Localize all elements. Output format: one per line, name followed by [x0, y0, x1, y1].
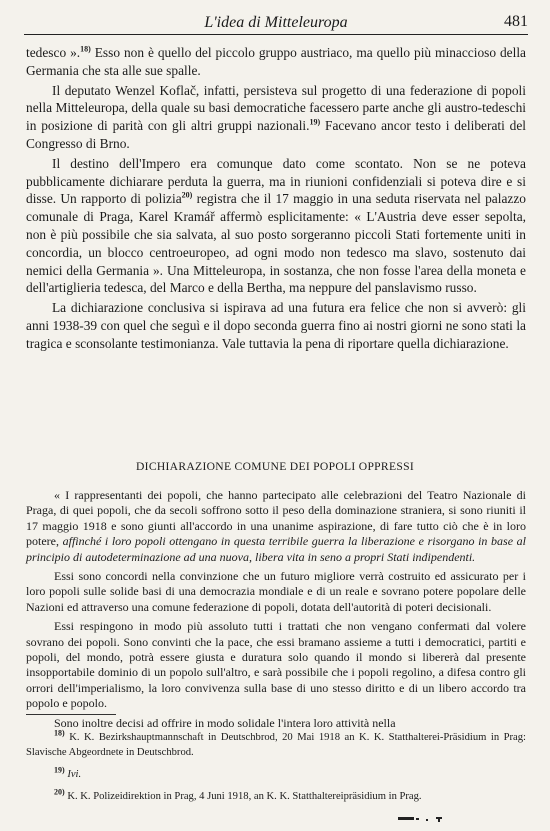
running-title: L'idea di Mitteleuropa	[204, 14, 348, 31]
quote-paragraph-1-italic: affinché i loro popoli ottengano in questa terribile guerra la liberazione e risorgano in base al principio di autodeterminazione ad una nuova, libera vita in seno a propri Stati indipendenti.	[26, 534, 526, 564]
ink-smudge-mark	[398, 813, 446, 823]
quote-paragraph-4: Sono inoltre decisi ad offrire in modo solidale l'intera loro attività nella	[54, 715, 396, 730]
section-heading: DICHIARAZIONE COMUNE DEI POPOLI OPPRESSI	[135, 460, 415, 473]
paragraph-2-tail: Facevano ancor testo i deliberati del Congresso di Brno.	[26, 118, 527, 151]
paragraph-1	[26, 44, 526, 80]
paragraph-1-tail: Esso non è quello del piccolo gruppo austriaco, ma quello più minaccioso della Germania che sta alle sue spalle.	[26, 45, 526, 78]
footnote-ref-19: 19)	[309, 117, 321, 127]
footnote-18-number: 18)	[54, 728, 65, 738]
quote-paragraph-3: Essi respingono in modo più assoluto tutti i trattati che non vengano confermati dal volere sovrano dei popoli. Sono convinti che la pace, che essi bramano assieme a tutti i democratici, partiti e popoli, del mondo, potrà essere giusta e duratura solo quando il mondo si libererà dal presente insopportabile dominio di un popolo sull'altro, e sarà possibile che i popoli regolino, a difesa contro gli orrori dell'imperialismo, la loro convivenza sulla base di uno stesso diritto e di un libero accordo tra popolo e popolo.	[26, 619, 526, 711]
paragraph-3-tail: registra che il 17 maggio in una seduta riservata nel palazzo comunale di Praga, Karel Kramář affermò esplicitamente: « L'Austria deve esser sepolta, non è più possibile che sia salvata, al suo posto sorgeranno piccoli Stati fortemente uniti in concordia, un blocco centroeuropeo, ad ogni modo non tedesco ma slavo, sostenuto dai nemici della Germania ». Una Mitteleuropa, in sostanza, che non fosse l'area della moneta e dell'artiglieria tedesca, del Marco e della Bertha, ma neppure del panslavismo russo.	[26, 191, 526, 296]
footnote-19-number: 19)	[54, 765, 65, 775]
footnotes	[26, 730, 526, 811]
quote-paragraph-2: Essi sono concordi nella convinzione che un futuro migliore verrà costruito ed assicurato per i loro popoli sulle solide basi di una democrazia mondiale e di un reale e sovrano potere popolare delle Nazioni ed attraverso una comune federazione di popoli, dotata dell'autorità di poteri decisionali.	[26, 569, 526, 614]
footnote-20-text: K. K. Polizeidirektion in Prag, 4 Juni 1918, an K. K. Statthaltereipräsidium in Prag.	[64, 791, 422, 802]
footnote-18	[26, 730, 526, 760]
quote-paragraph-1-text: « I rappresentanti dei popoli, che hanno partecipato alle celebrazioni del Teatro Nazionale di Praga, di quei popoli, che da secoli soffrono sotto il peso della dominazione straniera, si sono riuniti il 17 maggio 1918 e sono giunti all'accordo in una unanime aspirazione, di fare tutto ciò che è in loro potere,	[26, 488, 526, 549]
paragraph-2-text: Il deputato Wenzel Koflač, infatti, persisteva sul progetto di una federazione di popoli nella Mitteleuropa, della quale su basi democratiche facessero parte anche gli austro-tedeschi in posizione di parità con gli altri gruppi nazionali.	[26, 82, 526, 134]
paragraph-4: La dichiarazione conclusiva si ispirava ad una futura era felice che non si avverò: gli anni 1938-39 con quel che seguì e il dopo seconda guerra fino ai nostri giorni ne sono stati la tragica e sconsolante testimonianza. Vale tuttavia la pena di riportare quella dichiarazione.	[26, 300, 526, 351]
footnote-divider	[26, 714, 116, 715]
paragraph-1-text: tedesco ».	[26, 45, 81, 60]
paragraph-2	[26, 82, 526, 153]
declaration-quote	[26, 488, 526, 731]
main-text	[26, 44, 526, 353]
page-number: 481	[504, 13, 528, 30]
paragraph-3-text: Il destino dell'Impero era comunque dato come scontato. Non se ne poteva pubblicamente dichiarare perduta la guerra, ma in riunioni confidenziali si poteva dire e si disse. Un rapporto di polizia	[26, 155, 526, 207]
footnote-19	[26, 767, 526, 782]
footnote-18-text: K. K. Bezirkshauptmannschaft in Deutschbrod, 20 Mai 1918 an K. K. Statthalterei-Präsidium in Prag: Slavische Abgeordnete in Deutschbrod.	[26, 732, 526, 758]
page-header	[24, 12, 528, 35]
footnote-20	[26, 789, 526, 804]
paragraph-3	[26, 155, 526, 297]
footnote-ref-18: 18)	[80, 44, 91, 54]
footnote-ref-20: 20)	[181, 190, 193, 200]
footnote-19-text: Ivi.	[64, 769, 82, 780]
quote-paragraph-1	[26, 488, 526, 565]
footnote-20-number: 20)	[54, 787, 65, 797]
